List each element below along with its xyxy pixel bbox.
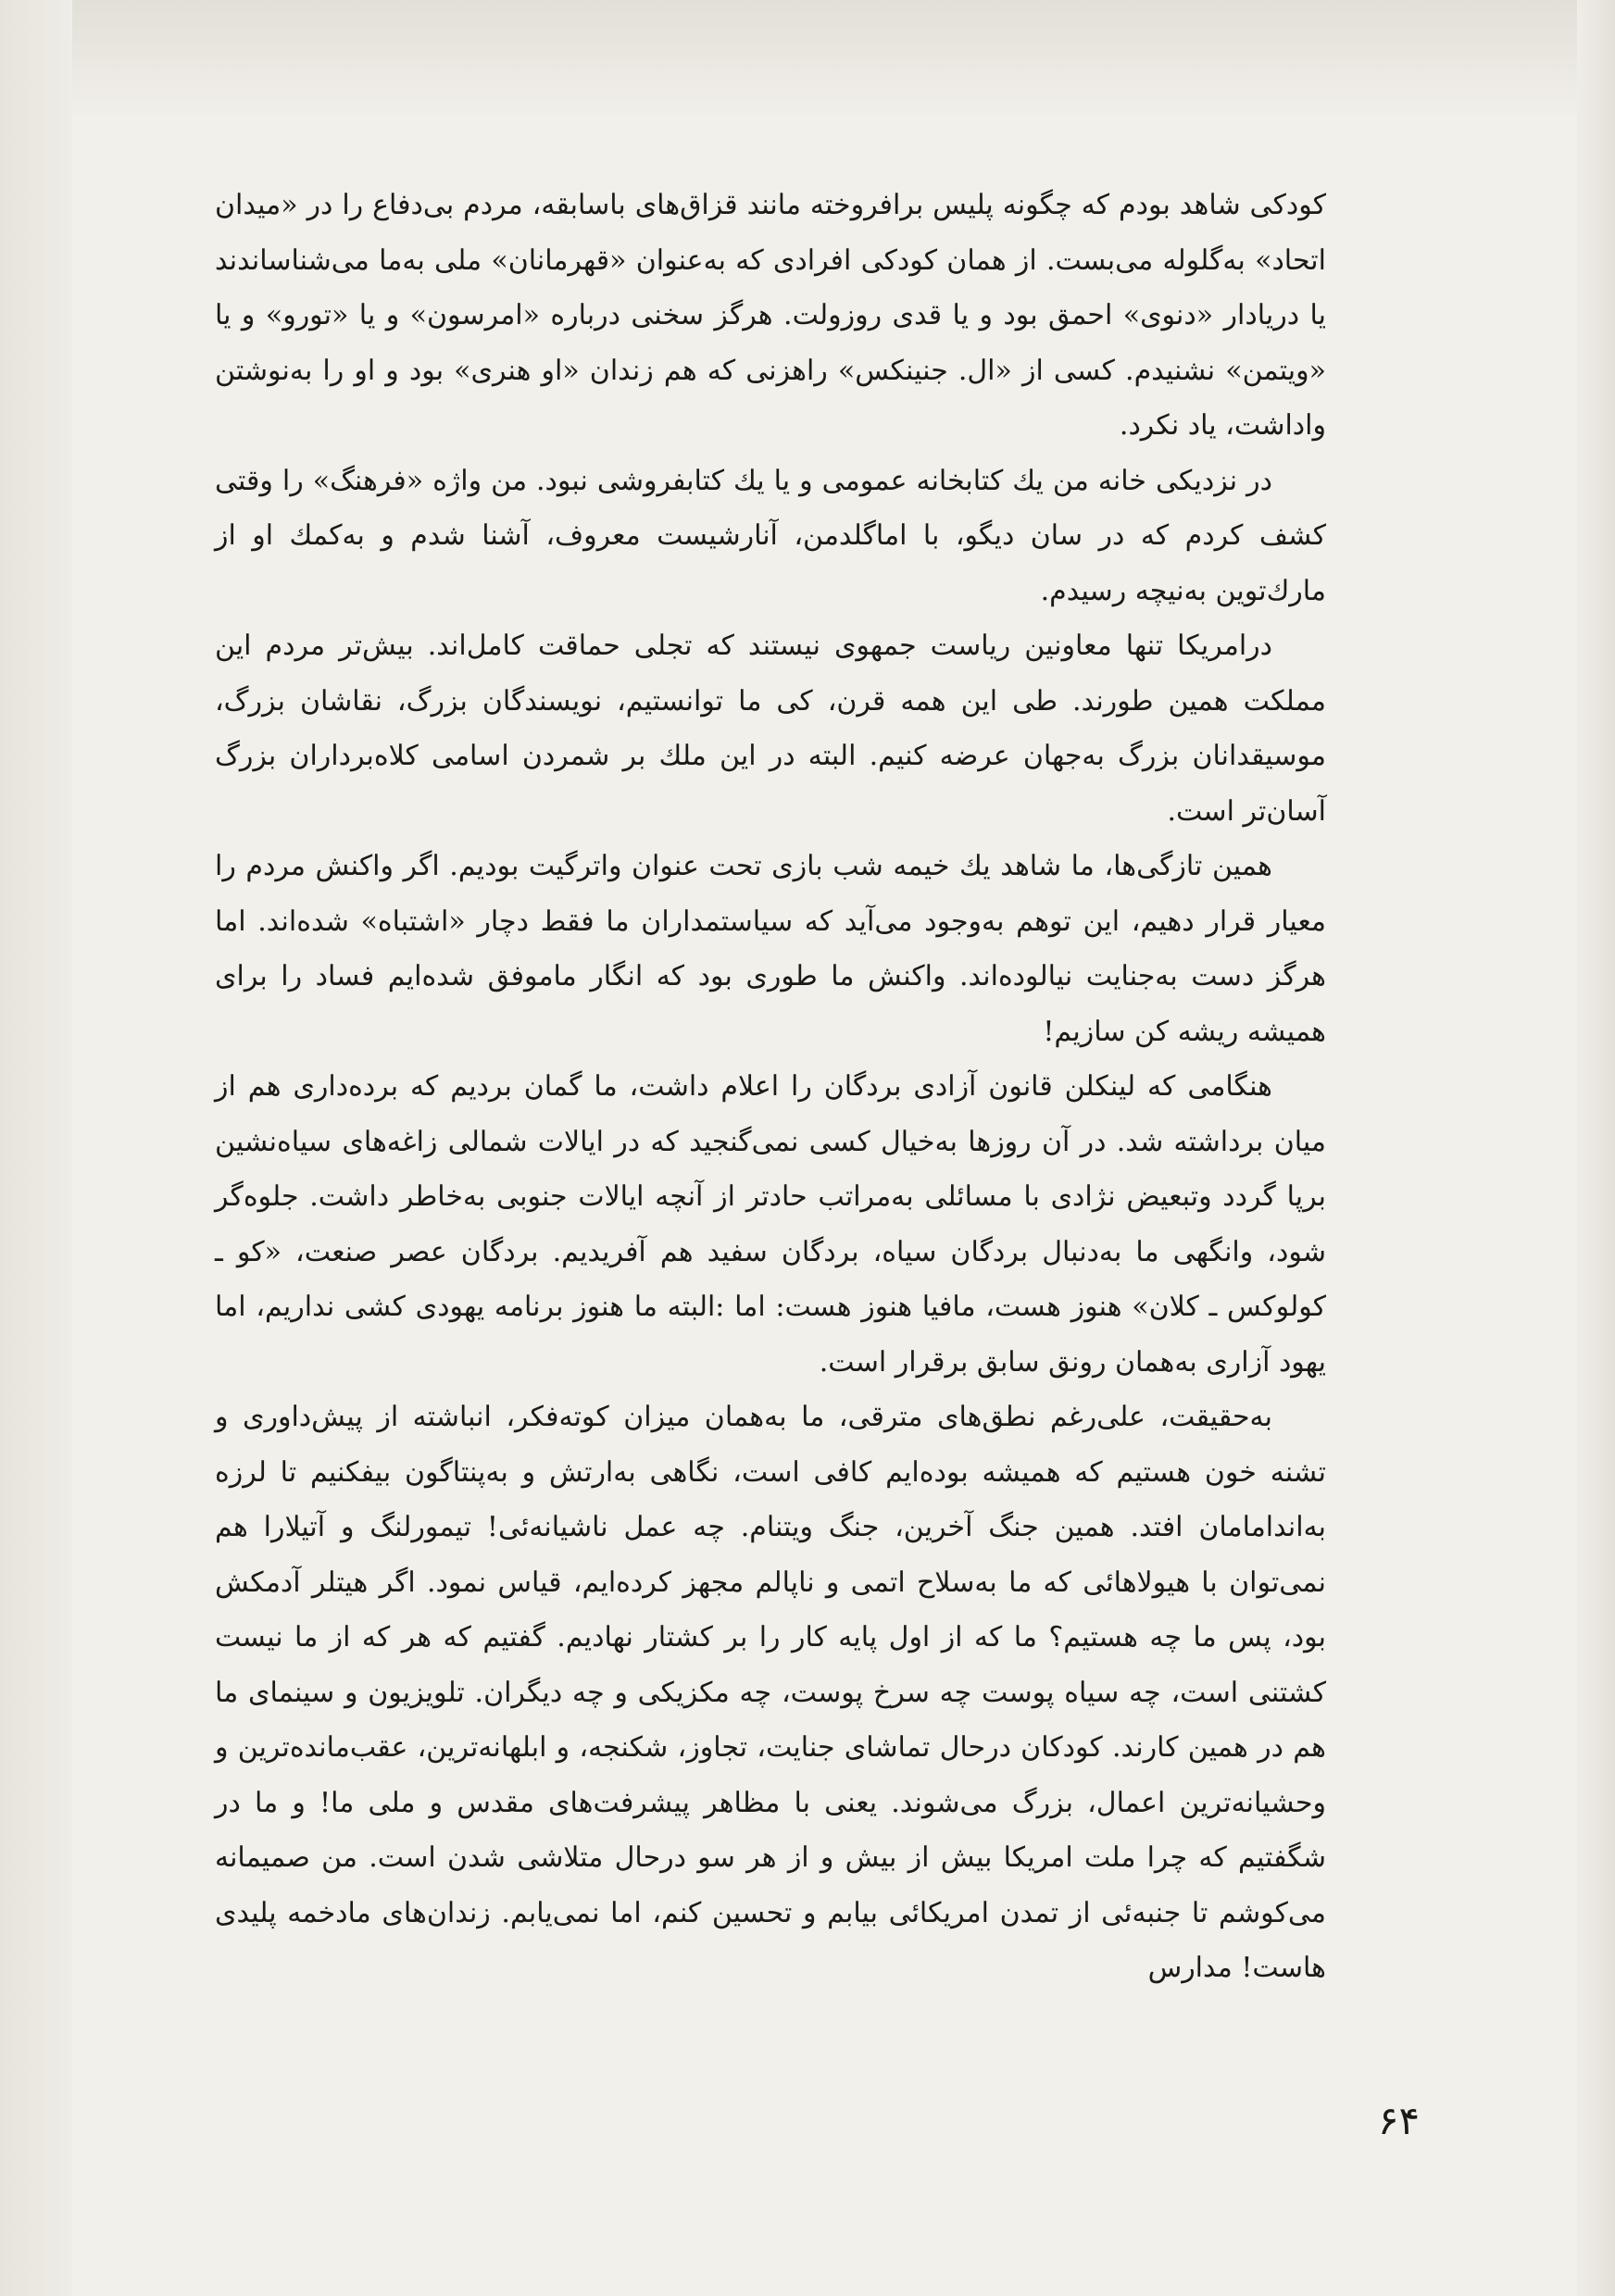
paragraph-4: همین تازگی‌ها، ما شاهد یك خیمه شب بازی تحت عنوان واترگیت بودیم. اگر واکنش مردم را معیار قرار دهیم، این توهم به‌وجود می‌آید که سیاستمداران ما فقط دچار «اشتباه» شده‌اند. اما هرگز دست به‌جنایت نیالوده‌اند. واکنش ما طوری بود که انگار ماموفق شده‌ایم فساد را برای همیشه ریشه کن سازیم! (215, 850, 1326, 1048)
paragraph-1: کودکی شاهد بودم که چگونه پلیس برافروخته مانند قزاق‌های باسابقه، مردم بی‌دفاع را در «میدان اتحاد» به‌گلوله می‌بست. از همان کودکی افرادی که به‌عنوان «قهرمانان» ملی به‌ما می‌شناساندند یا دریادار «دنوی» احمق بود و یا قدی روزولت. هرگز سخنی درباره «امرسون» و یا «تورو» و یا «ویتمن» نشنیدم. کسی از «ال. جنینکس» راهزنی که هم زندان «او هنری» بود و او را به‌نوشتن واداشت، یاد نکرد. (215, 189, 1326, 442)
paragraph-6: به‌حقیقت، علی‌رغم نطق‌های مترقی، ما به‌همان میزان کوته‌فکر، انباشته از پیش‌داوری و تشنه خون هستیم که همیشه بوده‌ایم کافی است، نگاهی به‌ارتش و به‌پنتاگون بیفکنیم تا لرزه به‌اندامامان افتد. همین جنگ آخرین، جنگ ویتنام. چه عمل ناشیانه‌ئی! تیمورلنگ و آتیلارا هم نمی‌توان با هیولاهائی که ما به‌سلاح اتمی و ناپالم مجهز کرده‌ایم، قیاس نمود. اگر هیتلر آدمکش بود، پس ما چه هستیم؟ ما که از اول پایه کار را بر کشتار نهادیم. گفتیم که هر که از ما نیست کشتنی است، چه سیاه پوست چه سرخ پوست، چه مکزیکی و چه دیگران. تلویزیون و سینمای ما هم در همین کارند. کودکان درحال تماشای جنایت، تجاوز، شکنجه، و ابلهانه‌ترین، عقب‌مانده‌ترین و وحشیانه‌ترین اعمال، بزرگ می‌شوند. یعنی با مظاهر پیشرفت‌های مقدس و ملی ما! و ما در شگفتیم که چرا ملت امریکا بیش از بیش و از هر سو درحال متلاشی شدن است. من صمیمانه می‌کوشم تا جنبه‌ئی از تمدن امریکائی بیابم و تحسین کنم، اما نمی‌یابم. زندان‌های مادخمه پلیدی هاست! مدارس (215, 1401, 1326, 1984)
body-text (215, 178, 1326, 1996)
paragraph-2: در نزدیکی خانه من یك کتابخانه عمومی و یا یك کتابفروشی نبود. من واژه «فرهنگ» را وقتی کشف کردم که در سان دیگو، با اماگلدمن، آنارشیست معروف، آشنا شدم و به‌کمك او از مارك‌توین به‌نیچه رسیدم. (215, 464, 1326, 607)
page-right-margin (1577, 0, 1615, 2296)
page-number: ۶۴ (1378, 2098, 1421, 2143)
paragraph-3: درامریکا تنها معاونین ریاست جمهوی نیستند که تجلی حماقت کامل‌اند. بیش‌تر مردم این مملکت همین طورند. طی این همه قرن، کی ما توانستیم، نویسندگان بزرگ، نقاشان بزرگ، موسیقدانان بزرگ به‌جهان عرضه کنیم. البته در این ملك بر شمردن اسامی کلاه‌برداران بزرگ آسان‌تر است. (215, 630, 1326, 828)
page-left-margin (0, 0, 72, 2296)
page-top-shadow (72, 0, 1577, 120)
paragraph-5: هنگامی که لینکلن قانون آزادی بردگان را اعلام داشت، ما گمان بردیم که برده‌داری هم از میان برداشته شد. در آن روزها به‌خیال کسی نمی‌گنجید که در ایالات شمالی زاغه‌های سیاه‌نشین برپا گردد وتبعیض نژادی با مسائلی به‌مراتب حادتر از آنچه ایالات جنوبی به‌خاطر داشت. جلوه‌گر شود، وانگهی ما به‌دنبال بردگان سیاه، بردگان سفید هم آفریدیم. بردگان عصر صنعت، «کو ـ کولوکس ـ کلان» هنوز هست، مافیا هنوز هست: اما :البته ما هنوز برنامه یهودی کشی نداریم، اما یهود آزاری به‌همان رونق سابق برقرار است. (215, 1070, 1326, 1379)
